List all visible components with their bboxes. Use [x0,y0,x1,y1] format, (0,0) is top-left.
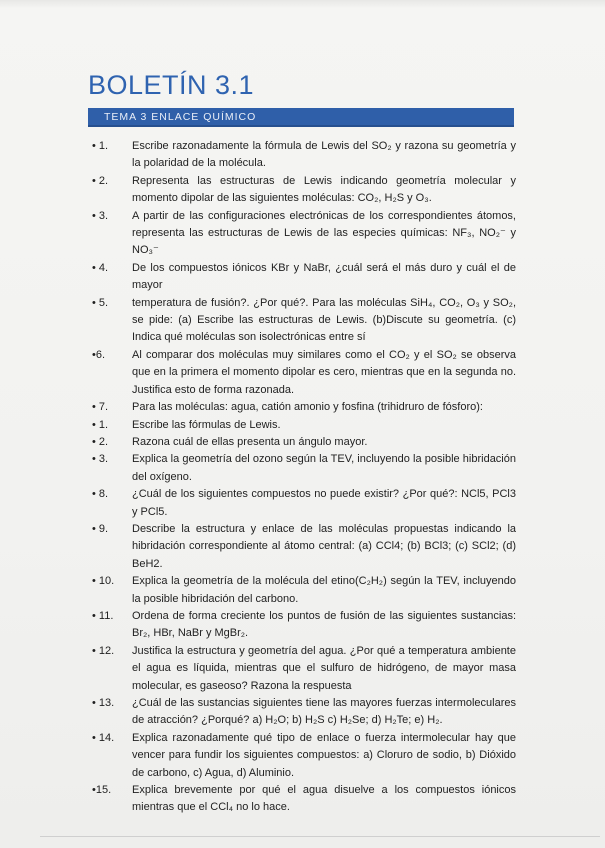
item-number: • 2. [92,174,109,187]
item-number: • 11. [92,609,114,622]
item-number: •15. [92,784,112,797]
item-number: • 5. [92,296,109,309]
item-number: • 4. [92,261,109,274]
item-text: Explica razonadamente qué tipo de enlace o fuerza intermolecular hay que vencer para fundir los siguientes compuestos: a) Cloruro de sodio, b) Dióxido de carbono, c) Agua, d) Aluminio. [132,731,516,779]
item-number: • 1. [92,140,109,152]
item-text: temperatura de fusión?. ¿Por qué?. Para las moléculas SiH₄, CO₂, O₃ y SO₂, se pide: (a) Escribe las estructuras de Lewis. (b)Discute su geometría. (c) Indica qué moléculas son isolectrónicas entre sí [132,296,516,344]
item-number: • 3. [92,209,109,222]
item-text: De los compuestos iónicos KBr y NaBr, ¿cuál será el más duro y cuál el de mayor [132,261,516,292]
item-number: • 8. [92,488,109,501]
list-item [88,782,516,817]
list-item [88,173,516,208]
item-text: Escribe razonadamente la fórmula de Lewis del SO₂ y razona su geometría y la polaridad de la molécula. [132,140,516,170]
item-text: Para las moléculas: agua, catión amonio y fosfina (trihidruro de fósforo): [132,401,483,414]
item-text: Explica la geometría de la molécula del etino(C₂H₂) según la TEV, incluyendo la posible hibridación del carbono. [132,575,516,605]
item-number: • 14. [92,731,115,744]
list-item [88,260,516,295]
item-text: Describe la estructura y enlace de las moléculas propuestas indicando la hibridación correspondiente al átomo central: (a) CCl4; (b) BCl3; (c) SCl2; (d) BeH2. [132,522,516,570]
list-item [88,208,516,260]
item-number: •6. [92,348,106,361]
document-title: BOLETÍN 3.1 [88,70,255,100]
list-item [88,486,516,521]
item-number: • 12. [92,644,115,657]
list-item [88,643,516,695]
item-text: ¿Cuál de los siguientes compuestos no puede existir? ¿Por qué?: NCl5, PCl3 y PCl5. [132,488,516,518]
item-number: • 9. [92,522,109,535]
item-text: Representa las estructuras de Lewis indicando geometría molecular y momento dipolar de las siguientes moléculas: CO₂, H₂S y O₃. [132,174,516,205]
exercise-list [88,138,516,817]
scan-edge-shadow [0,0,605,8]
item-text: Razona cuál de ellas presenta un ángulo mayor. [132,435,368,448]
item-number: • 1. [92,418,109,431]
item-text: Justifica la estructura y geometría del agua. ¿Por qué a temperatura ambiente el agua es líquida, mientras que el sulfuro de hidrógeno, de mayor masa molecular, es gaseoso? Razona la respuesta [132,644,516,692]
section-banner [88,108,514,127]
item-text: Explica la geometría del ozono según la TEV, incluyendo la posible hibridación del oxígeno. [132,453,516,483]
item-number: • 13. [92,697,115,709]
list-item [88,730,516,782]
list-item [88,295,516,347]
list-item [88,451,516,486]
item-text: A partir de las configuraciones electrónicas de los correspondientes átomos, representa las estructuras de Lewis de las especies químicas: NF₃, NO₂⁻ y NO₃⁻ [132,209,516,257]
list-item [88,573,516,608]
page-bottom-rule [40,836,600,837]
list-item [88,695,516,730]
list-item [88,138,516,173]
item-text: Ordena de forma creciente los puntos de fusión de las siguientes sustancias: Br₂, HBr, NaBr y MgBr₂. [132,609,516,640]
item-text: ¿Cuál de las sustancias siguientes tiene las mayores fuerzas intermoleculares de atracción? ¿Porqué? a) H₂O; b) H₂S c) H₂Se; d) H₂Te; e) H₂. [132,697,516,727]
list-item [88,521,516,573]
item-number: • 2. [92,435,109,448]
list-item [88,608,516,643]
list-item [88,347,516,399]
list-item [88,434,516,451]
item-text: Escribe las fórmulas de Lewis. [132,418,281,431]
item-text: Al comparar dos moléculas muy similares como el CO₂ y el SO₂ se observa que en la primera el momento dipolar es cero, mientras que en la segunda no. Justifica esto de forma razonada. [132,348,516,396]
item-number: • 3. [92,453,109,466]
list-item [88,417,516,434]
list-item [88,399,516,416]
item-text: Explica brevemente por qué el agua disuelve a los compuestos iónicos mientras que el CCl₄ no lo hace. [132,784,516,814]
item-number: • 10. [92,575,115,588]
section-banner-label: TEMA 3 ENLACE QUÍMICO [104,111,257,123]
item-number: • 7. [92,401,109,414]
